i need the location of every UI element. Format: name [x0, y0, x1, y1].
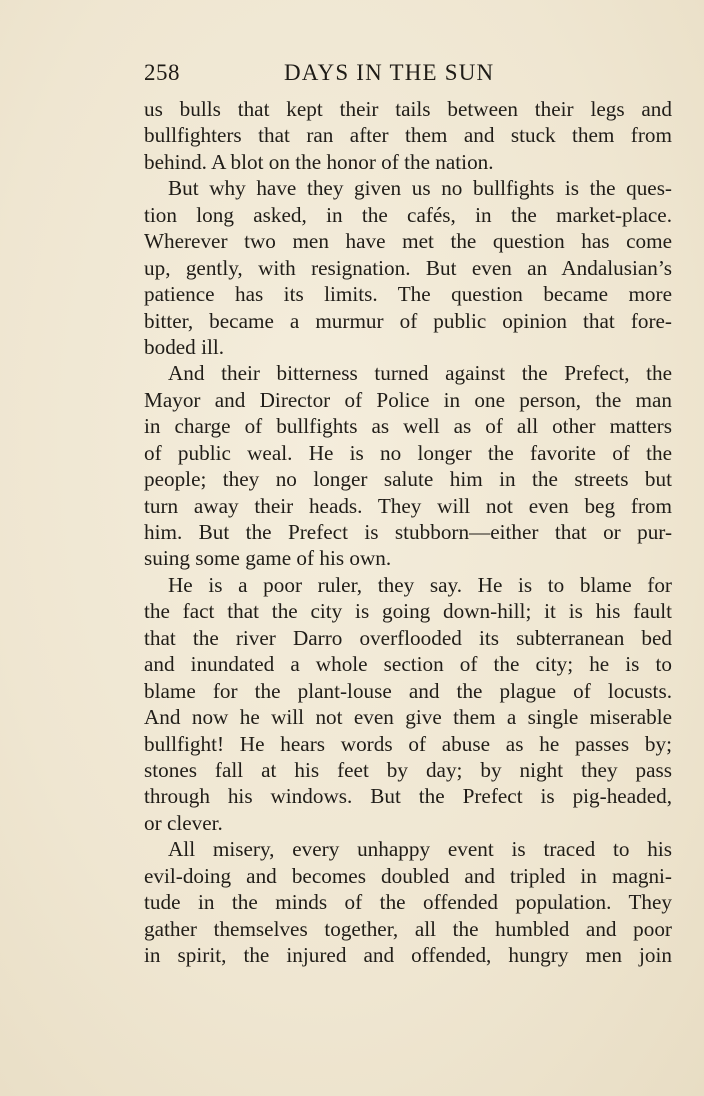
text-line: suing some game of his own.: [144, 546, 392, 571]
text-line: or clever.: [144, 810, 223, 835]
text-line: gather themselves together, all the humbled and poor: [144, 916, 672, 941]
text-line: bullfighters that ran after them and stuck them from: [144, 123, 672, 148]
text-line: up, gently, with resignation. But even an Andalusian’s: [144, 255, 672, 280]
text-line: in spirit, the injured and offended, hungry men join: [144, 943, 672, 967]
text-line: turn away their heads. They will not even beg from: [144, 493, 672, 518]
text-line: the fact that the city is going down-hill; it is his fault: [144, 599, 672, 624]
text-line: And their bitterness turned against the Prefect, the: [168, 361, 672, 386]
body-text: [144, 96, 672, 968]
text-line: bullfight! He hears words of abuse as he passes by;: [144, 731, 672, 756]
text-line: that the river Darro overflooded its subterranean bed: [144, 625, 672, 650]
text-line: of public weal. He is no longer the favorite of the: [144, 440, 672, 465]
text-line: tion long asked, in the cafés, in the market-place.: [144, 202, 672, 227]
text-line: behind. A blot on the honor of the nation.: [144, 149, 494, 174]
text-line: blame for the plant-louse and the plague of locusts.: [144, 678, 672, 703]
running-title: DAYS IN THE SUN: [284, 60, 495, 85]
text-line: Wherever two men have met the question has come: [144, 229, 672, 254]
text-line: bitter, became a murmur of public opinion that fore-: [144, 308, 672, 333]
paragraph: [144, 175, 672, 360]
paragraph: [144, 572, 672, 836]
text-line: stones fall at his feet by day; by night they pass: [144, 757, 672, 782]
text-line: boded ill.: [144, 334, 225, 359]
text-line: evil-doing and becomes doubled and tripled in magni-: [144, 863, 672, 888]
paragraph: [144, 96, 672, 175]
running-head: [144, 60, 674, 90]
text-line: tude in the minds of the offended population. They: [144, 890, 672, 915]
text-line: through his windows. But the Prefect is pig-headed,: [144, 784, 672, 809]
text-line: All misery, every unhappy event is traced to his: [168, 837, 672, 862]
text-line: Mayor and Director of Police in one person, the man: [144, 387, 672, 412]
text-line: in charge of bullfights as well as of all other matters: [144, 414, 672, 439]
paragraph: [144, 836, 672, 968]
text-line: He is a poor ruler, they say. He is to blame for: [168, 572, 672, 597]
paragraph: [144, 360, 672, 572]
text-line: him. But the Prefect is stubborn—either that or pur-: [144, 520, 672, 544]
text-line: patience has its limits. The question became more: [144, 282, 672, 307]
page-number: 258: [144, 60, 180, 85]
text-line: and inundated a whole section of the city; he is to: [144, 652, 672, 677]
text-line: But why have they given us no bullfights is the ques-: [168, 176, 672, 201]
text-line: And now he will not even give them a single miserable: [144, 705, 672, 730]
text-line: people; they no longer salute him in the streets but: [144, 467, 672, 492]
text-line: us bulls that kept their tails between their legs and: [144, 97, 672, 121]
